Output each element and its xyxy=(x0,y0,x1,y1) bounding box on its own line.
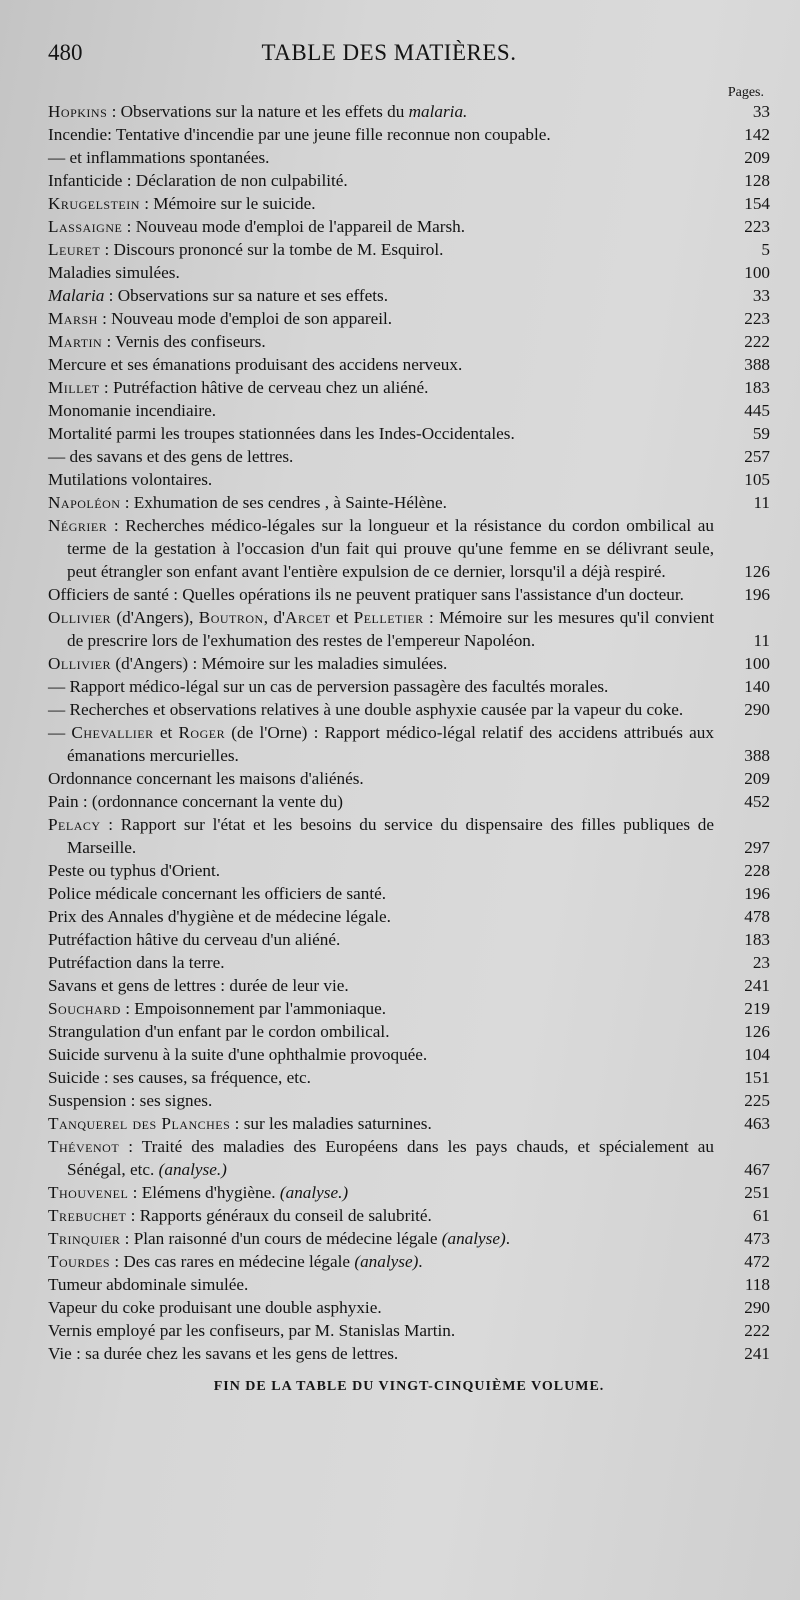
entry-text xyxy=(48,1319,714,1342)
entry-segment: : Recherches médico-légales sur la longueur et la résistance du cordon ombilical au terme de la gestation à l'occasion d'un fait qui prouve qu'une femme en se délivrant seule, peut étrangler son enfant avant l'entière expulsion de ce dernier, lorsqu'il a déjà respiré. xyxy=(67,516,714,581)
entry-text xyxy=(48,882,714,905)
entry-segment: Mercure et ses émanations produisant des accidens nerveux. xyxy=(48,355,463,374)
entry-text xyxy=(48,997,714,1020)
entry-segment: : Mémoire sur les mesures qu'il convient de prescrire lors de l'exhumation des restes de l'empereur Napoléon. xyxy=(67,608,715,650)
page-reference: 61 xyxy=(752,1206,770,1225)
index-entry xyxy=(48,445,770,468)
entry-segment: : Putréfaction hâtive de cerveau chez un aliéné. xyxy=(99,378,429,397)
entry-text xyxy=(48,790,714,813)
entry-text xyxy=(48,813,714,859)
index-entry xyxy=(48,169,770,192)
entry-segment: Ordonnance concernant les maisons d'aliénés. xyxy=(48,769,364,788)
index-entry xyxy=(48,813,770,859)
author-name: Souchard xyxy=(48,999,121,1018)
entry-text xyxy=(48,583,714,606)
entry-segment: Pain : (ordonnance concernant la vente du) xyxy=(48,792,343,811)
page-reference: 183 xyxy=(744,378,770,397)
index-entry xyxy=(48,353,770,376)
author-name: Roger xyxy=(178,723,226,742)
page-reference: 59 xyxy=(752,424,770,443)
index-entry xyxy=(48,238,770,261)
index-entry xyxy=(48,284,770,307)
page-reference: 297 xyxy=(744,838,770,857)
index-entry xyxy=(48,399,770,422)
page-reference: 151 xyxy=(744,1068,770,1087)
entry-segment: : Nouveau mode d'emploi de l'appareil de Marsh. xyxy=(122,217,466,236)
page-reference: 126 xyxy=(744,562,770,581)
page-reference: 33 xyxy=(752,286,770,305)
entry-text xyxy=(48,192,714,215)
entry-text xyxy=(48,1112,714,1135)
author-name: Tourdes xyxy=(48,1252,111,1271)
entry-text xyxy=(48,123,714,146)
entry-text xyxy=(48,675,714,698)
italic-term: (analyse.) xyxy=(279,1183,349,1202)
index-entries xyxy=(48,100,770,1365)
entry-text xyxy=(48,330,714,353)
entry-segment: Suspension : ses signes. xyxy=(48,1091,213,1110)
entry-text xyxy=(48,169,714,192)
page-reference: 209 xyxy=(744,148,770,167)
italic-term: (analyse) xyxy=(441,1229,506,1248)
entry-text xyxy=(48,652,714,675)
entry-segment: : Vernis des confiseurs. xyxy=(102,332,266,351)
entry-segment: et xyxy=(330,608,354,627)
author-name: Trinquier xyxy=(48,1229,121,1248)
author-name: Négrier xyxy=(48,516,108,535)
entry-text xyxy=(48,1181,714,1204)
page-reference: 5 xyxy=(761,240,770,259)
entry-segment: Peste ou typhus d'Orient. xyxy=(48,861,221,880)
entry-segment: Vie : sa durée chez les savans et les gens de lettres. xyxy=(48,1344,399,1363)
entry-segment: Prix des Annales d'hygiène et de médecine légale. xyxy=(48,907,391,926)
entry-segment: : Observations sur sa nature et ses effets. xyxy=(104,286,389,305)
entry-segment: , d' xyxy=(263,608,286,627)
entry-segment: Strangulation d'un enfant par le cordon ombilical. xyxy=(48,1022,390,1041)
entry-text xyxy=(48,422,714,445)
index-entry xyxy=(48,1273,770,1296)
entry-text xyxy=(48,353,714,376)
page-reference: 257 xyxy=(744,447,770,466)
page-reference: 11 xyxy=(753,631,770,650)
entry-text xyxy=(48,974,714,997)
entry-segment: — Rapport médico-légal sur un cas de perversion passagère des facultés morales. xyxy=(48,677,609,696)
entry-segment: — et inflammations spontanées. xyxy=(48,148,270,167)
index-entry xyxy=(48,1342,770,1365)
entry-text xyxy=(48,721,714,767)
entry-segment: et xyxy=(153,723,179,742)
page-reference: 104 xyxy=(744,1045,770,1064)
entry-text xyxy=(48,928,714,951)
index-entry xyxy=(48,1296,770,1319)
index-entry xyxy=(48,330,770,353)
entry-text xyxy=(48,1296,714,1319)
index-entry xyxy=(48,1020,770,1043)
page-reference: 100 xyxy=(744,263,770,282)
page-reference: 467 xyxy=(744,1160,770,1179)
page-reference: 118 xyxy=(744,1275,770,1294)
entry-text xyxy=(48,1204,714,1227)
entry-segment: Infanticide : Déclaration de non culpabilité. xyxy=(48,171,348,190)
entry-text xyxy=(48,859,714,882)
italic-term: (analyse) xyxy=(354,1252,419,1271)
page-title: TABLE DES MATIÈRES. xyxy=(261,40,517,65)
index-entry xyxy=(48,192,770,215)
page-reference: 128 xyxy=(744,171,770,190)
index-entry xyxy=(48,1181,770,1204)
pages-column-label: Pages. xyxy=(727,85,764,100)
entry-text xyxy=(48,1342,714,1365)
entry-segment: . xyxy=(505,1229,511,1248)
author-name: Tanquerel des Planches xyxy=(48,1114,231,1133)
entry-text xyxy=(48,1043,714,1066)
italic-term: Malaria xyxy=(48,286,105,305)
entry-segment: — des savans et des gens de lettres. xyxy=(48,447,294,466)
index-entry xyxy=(48,951,770,974)
page-reference: 223 xyxy=(744,217,770,236)
page-reference: 241 xyxy=(744,976,770,995)
author-name: Napoléon xyxy=(48,493,121,512)
entry-text xyxy=(48,514,714,583)
page-reference: 290 xyxy=(744,700,770,719)
index-entry xyxy=(48,1066,770,1089)
author-name: Boutron xyxy=(198,608,264,627)
italic-term: (analyse.) xyxy=(158,1160,227,1179)
page-reference: 473 xyxy=(744,1229,770,1248)
index-entry xyxy=(48,583,770,606)
author-name: Krugelstein xyxy=(48,194,140,213)
author-name: Thouvenel xyxy=(48,1183,129,1202)
entry-text xyxy=(48,146,714,169)
entry-segment: Police médicale concernant les officiers de santé. xyxy=(48,884,387,903)
page-reference: 33 xyxy=(752,102,770,121)
entry-text xyxy=(48,399,714,422)
index-entry xyxy=(48,767,770,790)
index-entry xyxy=(48,1135,770,1181)
page-reference: 478 xyxy=(744,907,770,926)
entry-segment: : Traité des maladies des Européens dans les pays chauds, et spécialement au Sénégal, etc. xyxy=(67,1137,714,1179)
entry-text xyxy=(48,1089,714,1112)
index-entry xyxy=(48,790,770,813)
page-reference: 463 xyxy=(744,1114,770,1133)
running-head xyxy=(48,38,770,74)
index-entry xyxy=(48,261,770,284)
entry-segment: — Recherches et observations relatives à une double asphyxie causée par la vapeur du coke. xyxy=(48,700,684,719)
entry-text xyxy=(48,951,714,974)
entry-segment: Maladies simulées. xyxy=(48,263,180,282)
entry-segment: : Nouveau mode d'emploi de son appareil. xyxy=(97,309,393,328)
entry-text xyxy=(48,261,714,284)
page-reference: 225 xyxy=(744,1091,770,1110)
entry-segment: : Observations sur la nature et les effets du xyxy=(107,102,409,121)
entry-segment: Monomanie incendiaire. xyxy=(48,401,216,420)
author-name: Martin xyxy=(48,332,103,351)
author-name: Pelletier xyxy=(353,608,424,627)
entry-segment: . xyxy=(418,1252,423,1271)
entry-segment: Suicide : ses causes, sa fréquence, etc. xyxy=(48,1068,311,1087)
page-number: 480 xyxy=(48,40,83,65)
page-reference: 472 xyxy=(744,1252,770,1271)
author-name: Hopkins xyxy=(48,102,108,121)
index-entry xyxy=(48,1089,770,1112)
page-reference: 241 xyxy=(744,1344,770,1363)
author-name: Thévenot xyxy=(48,1137,120,1156)
entry-segment: Tumeur abdominale simulée. xyxy=(48,1275,249,1294)
entry-segment: Suicide survenu à la suite d'une ophthalmie provoquée. xyxy=(48,1045,428,1064)
entry-text xyxy=(48,1250,714,1273)
page-reference: 154 xyxy=(744,194,770,213)
page-reference: 11 xyxy=(753,493,770,512)
index-entry xyxy=(48,422,770,445)
index-entry xyxy=(48,698,770,721)
index-entry xyxy=(48,491,770,514)
index-entry xyxy=(48,974,770,997)
author-name: Ollivier xyxy=(48,608,112,627)
entry-segment: Incendie: Tentative d'incendie par une jeune fille reconnue non coupable. xyxy=(48,125,551,144)
index-entry xyxy=(48,675,770,698)
entry-segment: : sur les maladies saturnines. xyxy=(230,1114,432,1133)
index-entry xyxy=(48,928,770,951)
entry-text xyxy=(48,905,714,928)
index-entry xyxy=(48,215,770,238)
page-reference: 222 xyxy=(744,332,770,351)
index-entry xyxy=(48,905,770,928)
entry-segment: Mortalité parmi les troupes stationnées dans les Indes-Occidentales. xyxy=(48,424,515,443)
author-name: Marsh xyxy=(48,309,98,328)
page-reference: 23 xyxy=(752,953,770,972)
entry-text xyxy=(48,376,714,399)
entry-text xyxy=(48,767,714,790)
entry-text xyxy=(48,1135,714,1181)
author-name: Lassaigne xyxy=(48,217,123,236)
page-reference: 196 xyxy=(744,884,770,903)
page-reference: 209 xyxy=(744,769,770,788)
entry-segment: Mutilations volontaires. xyxy=(48,470,213,489)
index-entry xyxy=(48,997,770,1020)
page-reference: 290 xyxy=(744,1298,770,1317)
entry-segment: (d'Angers), xyxy=(111,608,199,627)
index-entry xyxy=(48,1112,770,1135)
entry-text xyxy=(48,1020,714,1043)
page-reference: 196 xyxy=(744,585,770,604)
entry-segment: : Plan raisonné d'un cours de médecine légale xyxy=(120,1229,442,1248)
entry-segment: : Elémens d'hygiène. xyxy=(128,1183,280,1202)
entry-segment: : Rapports généraux du conseil de salubrité. xyxy=(126,1206,432,1225)
page-reference: 126 xyxy=(744,1022,770,1041)
index-entry xyxy=(48,100,770,123)
entry-text xyxy=(48,1227,714,1250)
page-reference: 105 xyxy=(744,470,770,489)
entry-segment: (de l'Orne) : Rapport médico-légal relatif des accidens attribués aux émanations mercurielles. xyxy=(67,723,714,765)
index-entry xyxy=(48,721,770,767)
page-reference: 388 xyxy=(744,355,770,374)
author-name: Trebuchet xyxy=(48,1206,127,1225)
entry-segment: (d'Angers) : Mémoire sur les maladies simulées. xyxy=(111,654,448,673)
entry-segment: : Exhumation de ses cendres , à Sainte-Hélène. xyxy=(120,493,447,512)
author-name: Millet xyxy=(48,378,100,397)
entry-text xyxy=(48,468,714,491)
entry-segment: Putréfaction dans la terre. xyxy=(48,953,225,972)
entry-text xyxy=(48,1066,714,1089)
page-reference: 183 xyxy=(744,930,770,949)
entry-segment: : Discours prononcé sur la tombe de M. Esquirol. xyxy=(100,240,444,259)
index-entry xyxy=(48,514,770,583)
page-reference: 219 xyxy=(744,999,770,1018)
author-name: Pelacy xyxy=(48,815,101,834)
entry-segment: : Des cas rares en médecine légale xyxy=(110,1252,355,1271)
entry-segment: : Mémoire sur le suicide. xyxy=(139,194,316,213)
page-reference: 228 xyxy=(744,861,770,880)
entry-text xyxy=(48,606,714,652)
entry-segment: — xyxy=(48,723,72,742)
index-entry xyxy=(48,1250,770,1273)
author-name: Chevallier xyxy=(71,723,154,742)
index-entry xyxy=(48,1227,770,1250)
index-entry xyxy=(48,606,770,652)
entry-text xyxy=(48,698,714,721)
entry-text xyxy=(48,100,714,123)
entry-text xyxy=(48,491,714,514)
index-entry xyxy=(48,1204,770,1227)
page-reference: 222 xyxy=(744,1321,770,1340)
index-entry xyxy=(48,882,770,905)
entry-segment: Officiers de santé : Quelles opérations ils ne peuvent pratiquer sans l'assistance d'un docteur. xyxy=(48,585,684,604)
entry-text xyxy=(48,238,714,261)
index-entry xyxy=(48,652,770,675)
page-reference: 223 xyxy=(744,309,770,328)
italic-term: malaria. xyxy=(408,102,468,121)
index-entry xyxy=(48,146,770,169)
entry-segment: Vapeur du coke produisant une double asphyxie. xyxy=(48,1298,382,1317)
entry-segment: Putréfaction hâtive du cerveau d'un aliéné. xyxy=(48,930,341,949)
entry-segment: : Empoisonnement par l'ammoniaque. xyxy=(120,999,387,1018)
index-entry xyxy=(48,1319,770,1342)
page-reference: 142 xyxy=(744,125,770,144)
page-reference: 140 xyxy=(744,677,770,696)
page-reference: 445 xyxy=(744,401,770,420)
entry-segment: Vernis employé par les confiseurs, par M. Stanislas Martin. xyxy=(48,1321,456,1340)
page-reference: 388 xyxy=(744,746,770,765)
entry-segment: Savans et gens de lettres : durée de leur vie. xyxy=(48,976,349,995)
page-reference: 100 xyxy=(744,654,770,673)
index-entry xyxy=(48,1043,770,1066)
entry-text xyxy=(48,1273,714,1296)
index-entry xyxy=(48,468,770,491)
entry-text xyxy=(48,307,714,330)
entry-text xyxy=(48,284,714,307)
entry-text xyxy=(48,215,714,238)
index-entry xyxy=(48,376,770,399)
index-entry xyxy=(48,307,770,330)
author-name: Arcet xyxy=(285,608,331,627)
end-of-table-note: FIN DE LA TABLE DU VINGT-CINQUIÈME VOLUME. xyxy=(213,1379,605,1394)
entry-text xyxy=(48,445,714,468)
author-name: Leuret xyxy=(48,240,101,259)
author-name: Ollivier xyxy=(48,654,112,673)
page-reference: 452 xyxy=(744,792,770,811)
index-entry xyxy=(48,123,770,146)
entry-segment: : Rapport sur l'état et les besoins du service du dispensaire des filles publiques de Marseille. xyxy=(67,815,714,857)
index-entry xyxy=(48,859,770,882)
page-reference: 251 xyxy=(744,1183,770,1202)
